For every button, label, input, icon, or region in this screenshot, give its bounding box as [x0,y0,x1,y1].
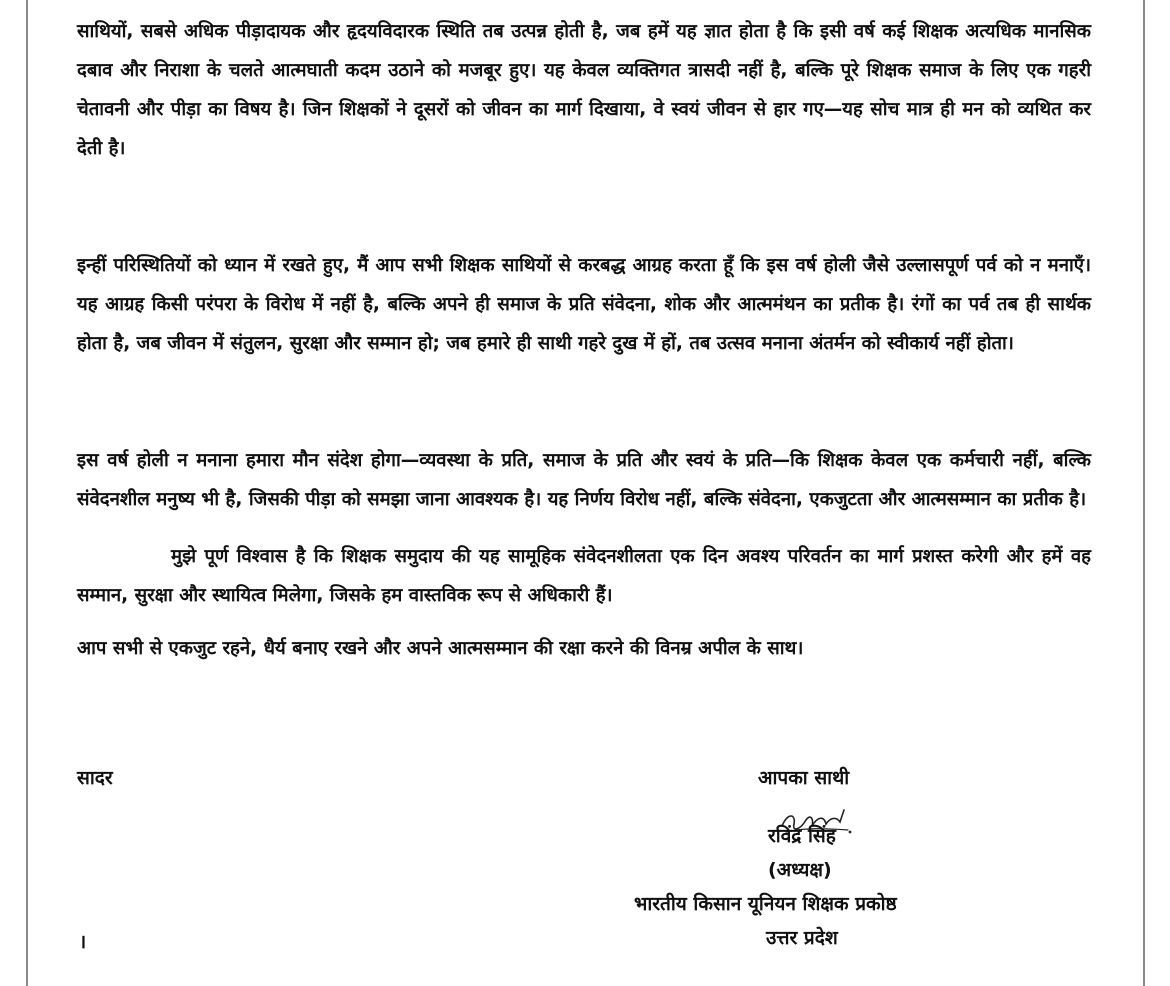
paragraph-1: साथियों, सबसे अधिक पीड़ादायक और हृदयविदारक स्थिति तब उत्पन्न होती है, जब हमें यह ज्ञात होता है कि इसी वर्ष कई शिक्षक अत्यधिक मानसिक दबाव और निराशा के चलते आत्मघाती कदम उठाने को मजबूर हुए। यह केवल व्यक्तिगत त्रासदी नहीं है, बल्कि पूरे शिक्षक समाज के लिए एक गहरी चेतावनी और पीड़ा का विषय है। जिन शिक्षकों ने दूसरों को जीवन का मार्ग दिखाया, वे स्वयं जीवन से हार गए—यह सोच मात्र ही मन को व्यथित कर देती है। [77,21,1091,159]
stray-punctuation-mark: । [79,931,87,953]
signatory-state: उत्तर प्रदेश [766,927,838,949]
paragraph-3: इस वर्ष होली न मनाना हमारा मौन संदेश होगा—व्यवस्था के प्रति, समाज के प्रति और स्वयं के प्रति—कि शिक्षक केवल एक कर्मचारी नहीं, बल्कि संवेदनशील मनुष्य भी है, जिसकी पीड़ा को समझा जाना आवश्यक है। यह निर्णय विरोध नहीं, बल्कि संवेदना, एकजुटता और आत्मसम्मान का प्रतीक है। [77,450,1091,510]
page-border-right [1143,0,1145,986]
signatory-title: (अध्यक्ष) [768,859,832,881]
paragraph-4: मुझे पूर्ण विश्वास है कि शिक्षक समुदाय की यह सामूहिक संवेदनशीलता एक दिन अवश्य परिवर्तन का मार्ग प्रशस्त करेगी और हमें वह सम्मान, सुरक्षा और स्थायित्व मिलेगा, जिसके हम वास्तविक रूप से अधिकारी हैं। [77,546,1091,606]
letter-body [77,12,1091,668]
paragraph-2: इन्हीं परिस्थितियों को ध्यान में रखते हुए, मैं आप सभी शिक्षक साथियों से करबद्ध आग्रह करता हूँ कि इस वर्ष होली जैसे उल्लासपूर्ण पर्व को न मनाएँ। यह आग्रह किसी परंपरा के विरोध में नहीं है, बल्कि अपने ही समाज के प्रति संवेदना, शोक और आत्ममंथन का प्रतीक है। रंगों का पर्व तब ही सार्थक होता है, जब जीवन में संतुलन, सुरक्षा और सम्मान हो; जब हमारे ही साथी गहरे दुख में हों, तब उत्सव मनाना अंतर्मन को स्वीकार्य नहीं होता। [77,255,1091,354]
paragraph-5: आप सभी से एकजुट रहने, धैर्य बनाए रखने और अपने आत्मसम्मान की रक्षा करने की विनम्र अपील के साथ। [77,638,804,659]
signature-yours: आपका साथी [758,767,850,789]
page-border-left [26,0,28,986]
closing-salutation: सादर [77,767,113,789]
signatory-organization: भारतीय किसान यूनियन शिक्षक प्रकोष्ठ [634,893,897,915]
signatory-name: रविंद्र सिंह [768,825,836,847]
